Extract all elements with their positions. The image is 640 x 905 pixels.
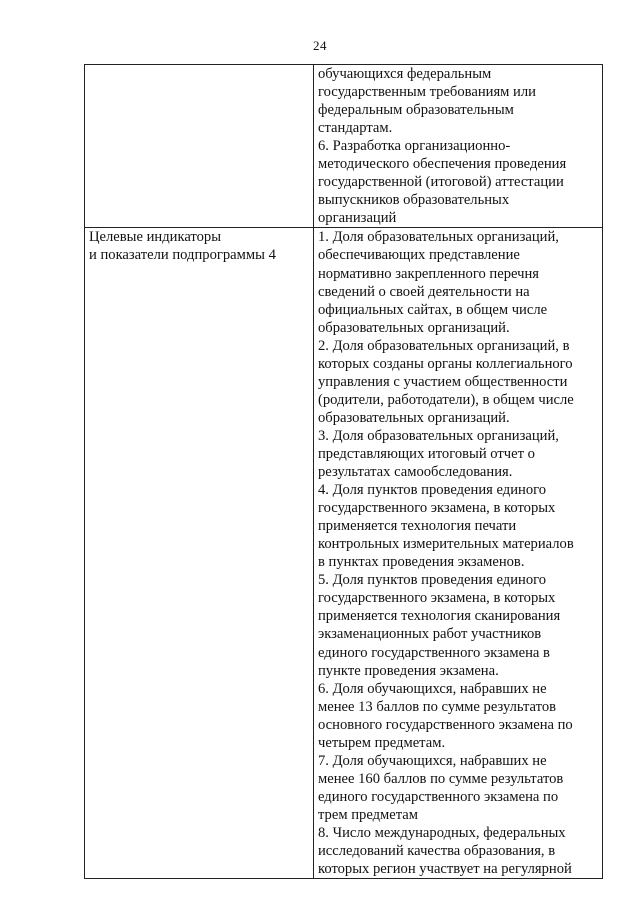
text-line: государственной (итоговой) аттестации [318,174,564,191]
text-line: 5. Доля пунктов проведения единого [318,572,547,589]
text-line: применяется технология сканирования [318,608,561,625]
text-line: образовательных организаций. [318,409,510,426]
row-label-cell [85,228,314,879]
row-label-cell [85,65,314,228]
label-line: Целевые индикаторы [89,229,222,246]
text-line: образовательных организаций. [318,319,510,336]
text-line: менее 160 баллов по сумме результатов [318,770,564,787]
text-line: основного государственного экзамена по [318,716,573,733]
text-line: контрольных измерительных материалов [318,536,574,553]
text-line: сведений о своей деятельности на [318,283,530,300]
text-line: представляющих итоговый отчет о [318,445,535,462]
text-line: государственным требованиям или [318,84,536,101]
text-line: 2. Доля образовательных организаций, в [318,337,570,354]
text-line: 6. Разработка организационно- [318,138,511,155]
text-line: 4. Доля пунктов проведения единого [318,482,547,499]
text-line: обучающихся федеральным [318,66,492,82]
text-line: официальных сайтах, в общем числе [318,301,548,318]
text-line: стандартам. [318,120,393,137]
text-line: трем предметам [318,806,419,823]
text-line: государственного экзамена, в которых [318,590,556,607]
text-line: государственного экзамена, в которых [318,500,556,517]
text-line: экзаменационных работ участников [318,626,542,643]
text-line: 6. Доля обучающихся, набравших не [318,680,547,697]
text-line: исследований качества образования, в [318,843,556,860]
text-line: единого государственного экзамена по [318,788,559,805]
text-line: единого государственного экзамена в [318,644,550,661]
text-line: которых регион участвует на регулярной [318,861,572,878]
text-line: применяется технология печати [318,518,517,535]
text-line: менее 13 баллов по сумме результатов [318,698,557,715]
text-line: в пунктах проведения экзаменов. [318,554,525,571]
text-line: методического обеспечения проведения [318,156,567,173]
text-line: (родители, работодатели), в общем числе [318,391,574,408]
text-line: 3. Доля образовательных организаций, [318,427,559,444]
text-line: пункте проведения экзамена. [318,662,499,679]
text-line: 1. Доля образовательных организаций, [318,229,559,246]
text-line: федеральным образовательным [318,102,514,119]
row-content-cell [314,228,603,879]
text-line: управления с участием общественности [318,373,568,390]
table-row [85,65,603,228]
text-line: 8. Число международных, федеральных [318,824,566,841]
text-line: выпускников образовательных [318,192,510,209]
text-line: нормативно закрепленного перечня [318,265,539,282]
text-line: которых созданы органы коллегиального [318,355,573,372]
text-line: четырем предметам. [318,734,446,751]
text-line: обеспечивающих представление [318,247,520,264]
page-number: 24 [313,38,327,53]
table-row [85,228,603,879]
label-line: и показатели подпрограммы 4 [89,247,276,264]
text-line: результатах самообследования. [318,464,513,481]
text-line: организаций [318,210,397,227]
row-content-cell [314,65,603,228]
text-line: 7. Доля обучающихся, набравших не [318,752,547,769]
program-table [84,64,603,879]
